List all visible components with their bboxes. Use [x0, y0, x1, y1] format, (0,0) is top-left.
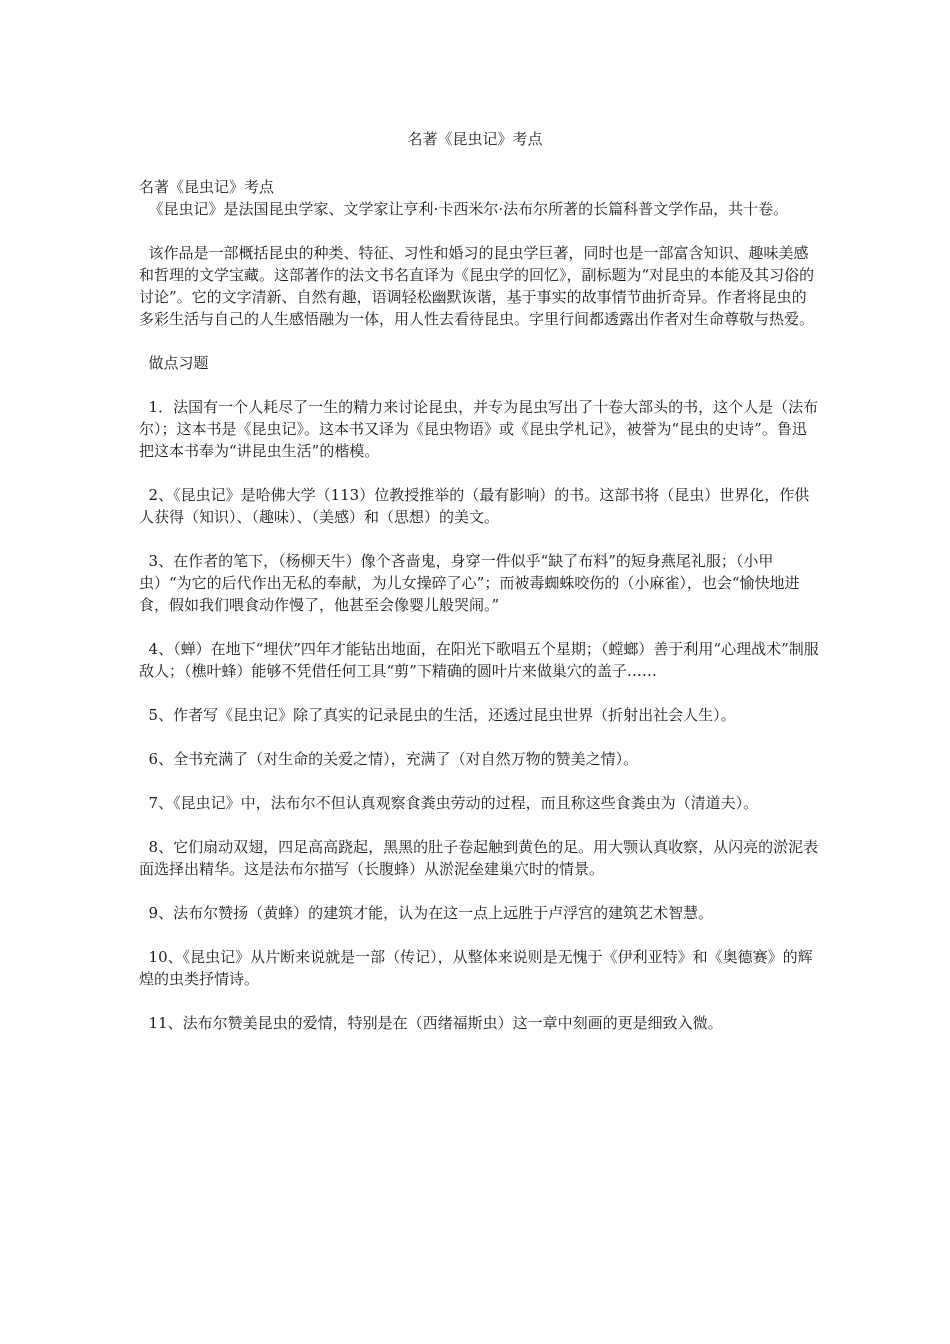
question-8: 8、它们扇动双翅，四足高高跷起，黑黑的肚子卷起触到黄色的足。用大颚认真收察，从闪亮的淤泥表面选择出精华。这是法布尔描写（长腹蜂）从淤泥垒建巢穴时的情景。	[139, 838, 819, 878]
question-3: 3、在作者的笔下，（杨柳天牛）像个吝啬鬼，身穿一件似乎“缺了布料”的短身燕尾礼服；（小甲虫）“为它的后代作出无私的奉献，为儿女操碎了心”；而被毒蜘蛛咬伤的（小麻雀），也会“愉快地进食，假如我们喂食动作慢了，他甚至会像婴儿般哭闹。”	[139, 552, 800, 614]
spacer	[139, 726, 820, 748]
spacer	[139, 616, 820, 638]
spacer	[139, 682, 820, 704]
question-11: 11、法布尔赞美昆虫的爱情，特别是在（西绪福斯虫）这一章中刻画的更是细致入微。	[139, 1014, 723, 1032]
question-9: 9、法布尔赞扬（黄蜂）的建筑才能，认为在这一点上远胜于卢浮宫的建筑艺术智慧。	[139, 904, 714, 922]
spacer	[139, 528, 820, 550]
spacer	[139, 220, 820, 242]
spacer	[139, 770, 820, 792]
page-title: 名著《昆虫记》考点	[407, 130, 543, 148]
question-1: 1．法国有一个人耗尽了一生的精力来讨论昆虫，并专为昆虫写出了十卷大部头的书，这个人是（法布尔）；这本书是《昆虫记》。这本书又译为《昆虫物语》或《昆虫学札记》，被誉为“昆虫的史诗”。鲁迅把这本书奉为“讲昆虫生活”的楷模。	[139, 398, 819, 460]
question-6: 6、全书充满了（对生命的关爱之情），充满了（对自然万物的赞美之情）。	[139, 750, 639, 768]
question-2: 2、《昆虫记》是哈佛大学（113）位教授推举的（最有影响）的书。这部书将（昆虫）世界化，作供人获得（知识）、（趣味）、（美感）和（思想）的美文。	[139, 486, 810, 526]
spacer	[139, 924, 820, 946]
spacer	[139, 330, 820, 352]
exercise-heading: 做点习题	[139, 354, 209, 372]
question-7: 7、《昆虫记》中，法布尔不但认真观察食粪虫劳动的过程，而且称这些食粪虫为（清道夫）。	[139, 794, 759, 812]
spacer	[139, 990, 820, 1012]
document-body	[139, 176, 820, 1034]
intro-paragraph-2: 该作品是一部概括昆虫的种类、特征、习性和婚习的昆虫学巨著，同时也是一部富含知识、趣味美感和哲理的文学宝藏。这部著作的法文书名直译为《昆虫学的回忆》，副标题为“对昆虫的本能及其习俗的讨论”。它的文字清新、自然有趣，语调轻松幽默诙谐，基于事实的故事情节曲折奇异。作者将昆虫的多彩生活与自己的人生感悟融为一体，用人性去看待昆虫。字里行间都透露出作者对生命尊敬与热爱。	[139, 244, 815, 328]
spacer	[139, 374, 820, 396]
question-10: 10、《昆虫记》从片断来说就是一部（传记），从整体来说则是无愧于《伊利亚特》和《奥德赛》的辉煌的虫类抒情诗。	[139, 948, 813, 988]
intro-paragraph-1: 《昆虫记》是法国昆虫学家、文学家让亨利·卡西米尔·法布尔所著的长篇科普文学作品，共十卷。	[139, 200, 789, 218]
spacer	[139, 880, 820, 902]
spacer	[139, 814, 820, 836]
question-4: 4、（蝉）在地下“埋伏”四年才能钻出地面，在阳光下歌唱五个星期；（螳螂）善于利用“心理战术”制服敌人；（樵叶蜂）能够不凭借任何工具“剪”下精确的圆叶片来做巢穴的盖子……	[139, 640, 819, 680]
question-5: 5、作者写《昆虫记》除了真实的记录昆虫的生活，还透过昆虫世界（折射出社会人生）。	[139, 706, 736, 724]
spacer	[139, 462, 820, 484]
subtitle: 名著《昆虫记》考点	[139, 178, 275, 196]
